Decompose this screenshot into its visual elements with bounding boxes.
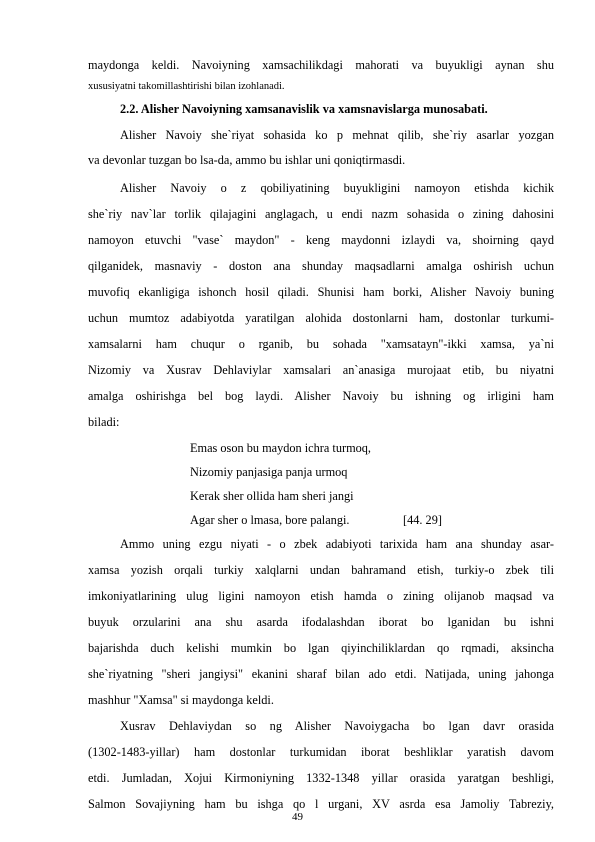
text-line: xamsalarni ham chuqur o rganib, bu sohada "xamsatayn"-ikki xamsa, ya`ni (88, 337, 554, 351)
page-number: 49 (292, 811, 303, 823)
text-line: Xusrav Dehlaviydan so ng Alisher Navoiygacha bo lgan davr orasida (120, 719, 554, 733)
verse-line: Emas oson bu maydon ichra turmoq, (190, 441, 372, 455)
section-heading: 2.2. Alisher Navoiyning xamsanavislik va xamsnavislarga munosabati. (120, 102, 488, 116)
verse-reference: [44. 29] (403, 513, 442, 527)
verse-line-with-ref (190, 513, 590, 527)
verse-line: Kerak sher ollida ham sheri jangi (190, 489, 354, 503)
text-line: amalga oshirishga bel bog laydi. Alisher Navoiy bu ishning og irligini ham (88, 389, 554, 403)
text-line: she`riyatning "sheri jangiysi" ekanini sharaf bilan ado etdi. Natijada, uning jahonga (88, 667, 554, 681)
text-line: xamsa yozish orqali turkiy xalqlarni undan bahramand etish, turkiy-o zbek tili (88, 563, 554, 577)
text-line: mashhur "Xamsa" si maydonga keldi. (88, 693, 274, 707)
text-line: Nizomiy va Xusrav Dehlaviylar xamsalari an`anasiga murojaat etib, bu niyatni (88, 363, 554, 377)
verse-line: Nizomiy panjasiga panja urmoq (190, 465, 348, 479)
verse-line: Agar sher o lmasa, bore palangi. (190, 513, 350, 527)
text-line: imkoniyatlarining ulug ligini namoyon etish hamda o zining olijanob maqsad va (88, 589, 554, 603)
text-line: Alisher Navoiy she`riyat sohasida ko p mehnat qilib, she`riy asarlar yozgan (120, 128, 554, 142)
text-line: va devonlar tuzgan bo lsa-da, ammo bu ishlar uni qoniqtirmasdi. (88, 153, 406, 167)
text-line: xususiyatni takomillashtirishi bilan izohlanadi. (88, 81, 285, 92)
text-line: uchun mumtoz adabiyotda yaratilgan alohida dostonlarni ham, dostonlar turkumi- (88, 311, 554, 325)
text-line: Alisher Navoiy o z qobiliyatining buyukligini namoyon etishda kichik (120, 181, 554, 195)
text-line: Ammo uning ezgu niyati - o zbek adabiyoti tarixida ham ana shunday asar- (120, 537, 554, 551)
text-line: maydonga keldi. Navoiyning xamsachilikdagi mahorati va buyukligi aynan shu (88, 58, 554, 72)
text-line: bajarishda duch kelishi mumkin bo lgan qiyinchiliklardan qo rqmadi, aksincha (88, 641, 554, 655)
text-line: namoyon etuvchi "vase` maydon" - keng maydonni izlaydi va, shoirning qayd (88, 233, 554, 247)
text-line: qilganidek, masnaviy - doston ana shunday maqsadlarni amalga oshirish uchun (88, 259, 554, 273)
text-line: (1302-1483-yillar) ham dostonlar turkumidan iborat beshliklar yaratish davom (88, 745, 554, 759)
text-line: muvofiq ekanligiga ishonch hosil qiladi. Shunisi ham borki, Alisher Navoiy buning (88, 285, 554, 299)
text-line: etdi. Jumladan, Xojui Kirmoniyning 1332-1348 yillar orasida yaratgan beshligi, (88, 771, 554, 785)
text-line: buyuk orzularini ana shu asarda ifodalashdan iborat bo lganidan bu ishni (88, 615, 554, 629)
text-line: Salmon Sovajiyning ham bu ishga qo l urgani, XV asrda esa Jamoliy Tabreziy, (88, 797, 554, 811)
text-line: biladi: (88, 415, 120, 429)
text-line: she`riy nav`lar torlik qilajagini anglagach, u endi nazm sohasida o zining dahosini (88, 207, 554, 221)
